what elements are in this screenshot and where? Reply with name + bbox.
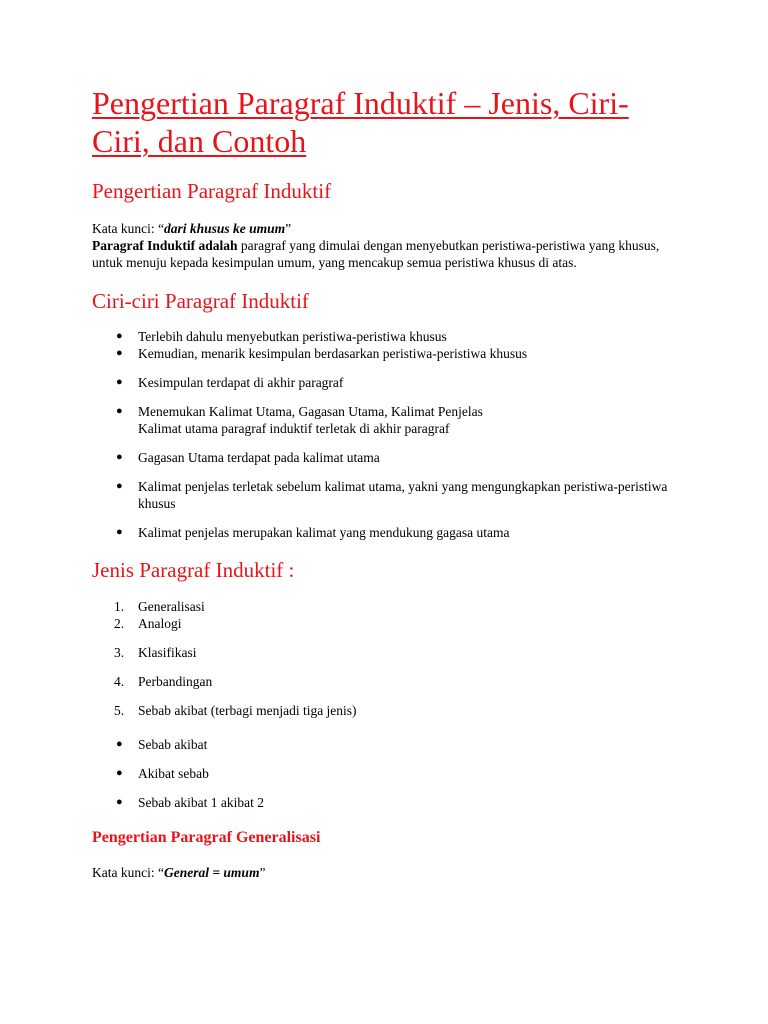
list-item [92, 794, 682, 811]
list-item-text: Kemudian, menarik kesimpulan berdasarkan peristiwa-peristiwa khusus [138, 346, 528, 361]
keyword-value: dari khusus ke umum [163, 221, 286, 236]
bullet-icon: ● [116, 330, 123, 342]
section-heading-jenis: Jenis Paragraf Induktif : [92, 558, 295, 582]
bullet-icon: ● [116, 376, 123, 388]
list-item-text: Menemukan Kalimat Utama, Gagasan Utama, Kalimat Penjelas [138, 404, 483, 419]
keyword-line-induktif [92, 220, 682, 237]
keyword-close: ” [285, 221, 292, 236]
bullet-icon: ● [116, 796, 123, 808]
list-number: 3. [114, 645, 125, 660]
list-item-subtext: Kalimat utama paragraf induktif terletak di akhir paragraf [138, 421, 450, 436]
list-item-text: Kesimpulan terdapat di akhir paragraf [138, 375, 344, 390]
keyword-close: ” [259, 865, 266, 880]
list-item-text: Terlebih dahulu menyebutkan peristiwa-peristiwa khusus [138, 329, 447, 344]
list-item-text: Kalimat penjelas merupakan kalimat yang mendukung gagasa utama [138, 525, 510, 540]
list-item [92, 345, 682, 362]
bullet-icon: ● [116, 767, 123, 779]
list-number: 2. [114, 616, 125, 631]
list-item [92, 615, 682, 632]
bullet-icon: ● [116, 738, 123, 750]
document-page [92, 84, 682, 881]
list-number: 5. [114, 703, 125, 718]
list-item [92, 374, 682, 391]
list-item [92, 328, 682, 345]
list-item [92, 765, 682, 782]
bullet-icon: ● [116, 480, 123, 492]
bullet-icon: ● [116, 451, 123, 463]
section-heading-pengertian: Pengertian Paragraf Induktif [92, 179, 332, 203]
bullet-icon: ● [116, 526, 123, 538]
list-item [92, 736, 682, 753]
list-item-text: Akibat sebab [138, 766, 209, 781]
ciri-ciri-list [92, 328, 682, 541]
jenis-numbered-list [92, 598, 682, 719]
definition-text: paragraf yang dimulai dengan menyebutkan peristiwa-peristiwa yang khusus, untuk menuju kepada kesimpulan umum, yang mencakup semua peristiwa khusus di atas. [92, 238, 660, 270]
list-item-text: Generalisasi [138, 599, 205, 614]
list-item [92, 478, 682, 512]
list-item-text: Sebab akibat 1 akibat 2 [138, 795, 264, 810]
bullet-icon: ● [116, 347, 123, 359]
document-title: Pengertian Paragraf Induktif – Jenis, Ciri-Ciri, dan Contoh [92, 85, 629, 159]
keyword-label: Kata kunci: “ [92, 865, 164, 880]
list-item-text: Kalimat penjelas terletak sebelum kalimat utama, yakni yang mengungkapkan peristiwa-peristiwa khusus [138, 479, 668, 511]
list-item-text: Gagasan Utama terdapat pada kalimat utama [138, 450, 380, 465]
list-number: 4. [114, 674, 125, 689]
list-item [92, 673, 682, 690]
list-item-text: Klasifikasi [138, 645, 197, 660]
list-item [92, 449, 682, 466]
section-heading-generalisasi: Pengertian Paragraf Generalisasi [92, 829, 321, 846]
list-item-text: Perbandingan [138, 674, 213, 689]
definition-term: Paragraf Induktif adalah [92, 238, 238, 253]
keyword-line-generalisasi [92, 864, 682, 881]
keyword-value: General = umum [163, 865, 260, 880]
list-item [92, 598, 682, 615]
definition-paragraph [92, 237, 682, 271]
list-item [92, 644, 682, 661]
list-item [92, 524, 682, 541]
list-number: 1. [114, 599, 125, 614]
keyword-label: Kata kunci: “ [92, 221, 164, 236]
section-heading-ciri-ciri: Ciri-ciri Paragraf Induktif [92, 289, 309, 313]
bullet-icon: ● [116, 405, 123, 417]
list-item-text: Sebab akibat (terbagi menjadi tiga jenis) [138, 703, 357, 718]
list-item-text: Analogi [138, 616, 182, 631]
sebab-akibat-list [92, 736, 682, 811]
list-item-text: Sebab akibat [138, 737, 208, 752]
list-item [92, 403, 682, 437]
list-item [92, 702, 682, 719]
